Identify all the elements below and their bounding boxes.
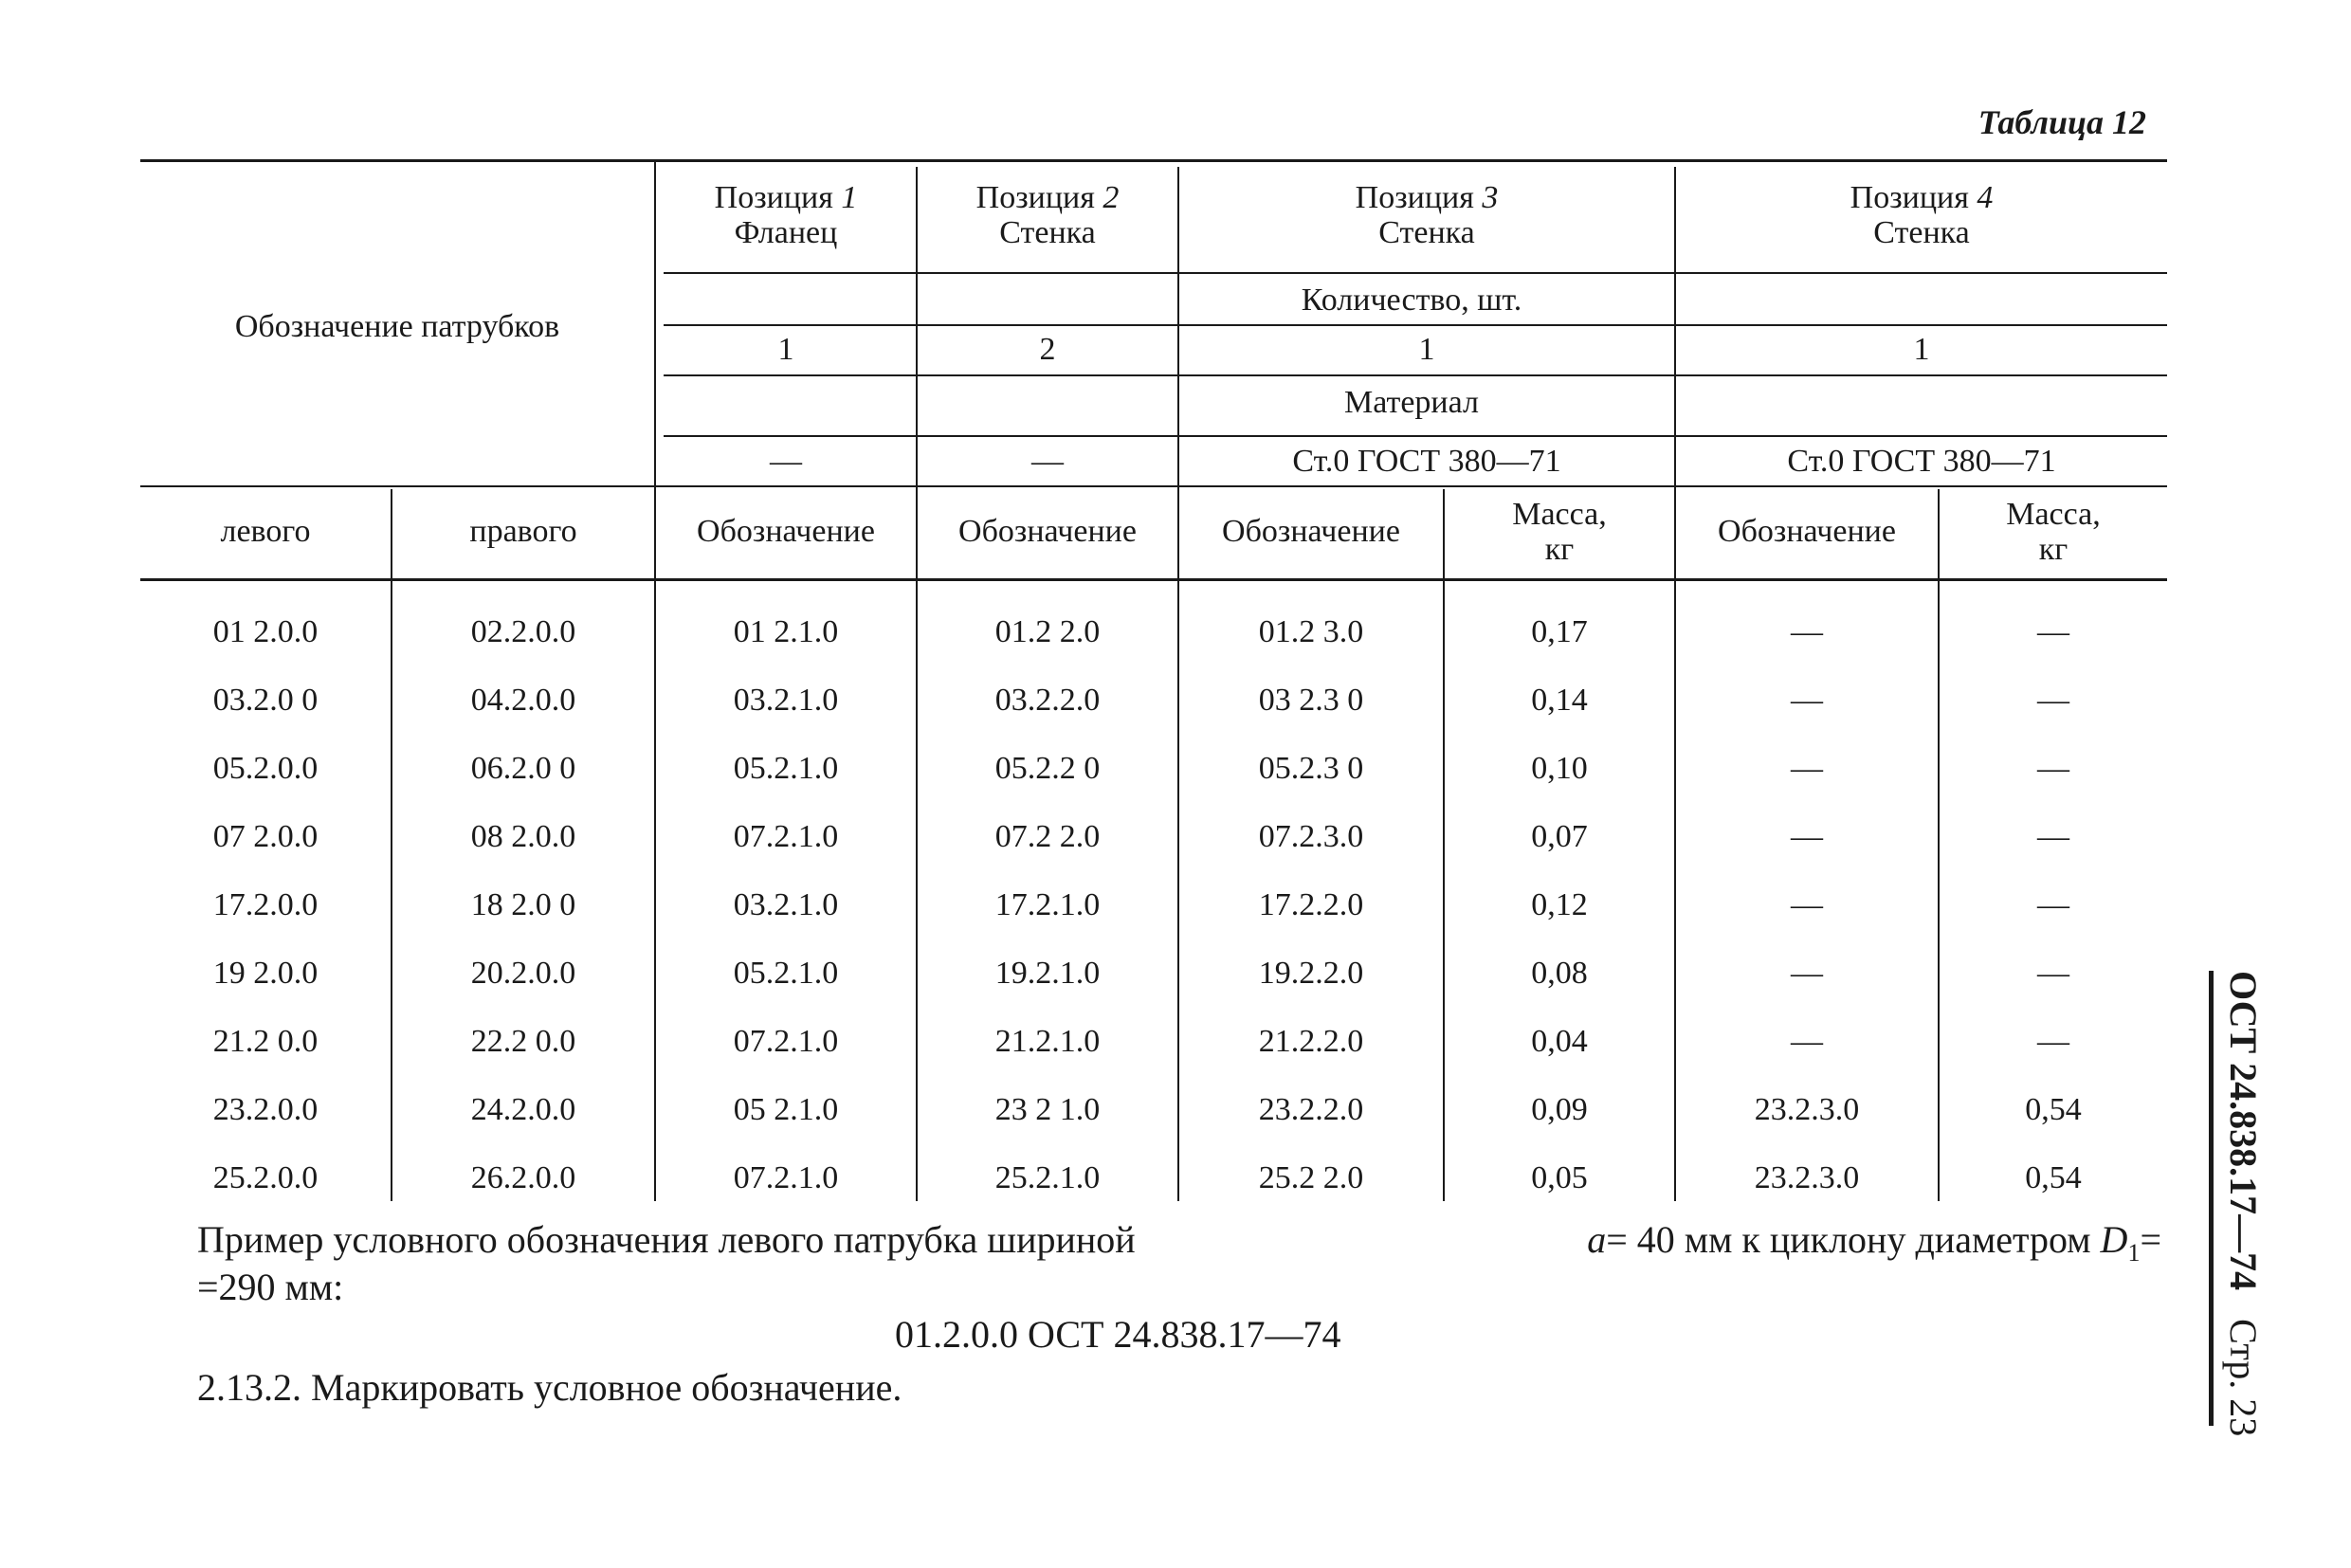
cell-pos2: 07.2 2.0: [994, 819, 1101, 854]
cell-mass4: 0,54: [2025, 1092, 2082, 1127]
cell-mass4: —: [2037, 887, 2069, 922]
quantity-pos-3: 1: [1418, 332, 1435, 367]
rule-material-bottom: [664, 435, 2167, 437]
cell-left: 07 2.0.0: [212, 819, 319, 854]
cell-pos2: 21.2.1.0: [994, 1024, 1101, 1059]
table-top-rule: [140, 159, 2167, 162]
cell-right: 06.2.0 0: [470, 751, 576, 786]
cell-left: 23.2.0.0: [212, 1092, 319, 1127]
clause-text: 2.13.2. Маркировать условное обозначение.: [197, 1366, 902, 1409]
cell-pos2: 03.2.2.0: [994, 683, 1101, 718]
header-position-1: Позиция 1 Фланец: [714, 180, 858, 250]
cell-left: 21.2 0.0: [212, 1024, 319, 1059]
cell-pos1: 05.2.1.0: [733, 751, 839, 786]
side-header: ОСТ 24.838.17—74 Стр. 23: [2222, 971, 2265, 1437]
material-pos-1: —: [770, 444, 802, 479]
cell-right: 08 2.0.0: [470, 819, 576, 854]
cell-left: 25.2.0.0: [212, 1160, 319, 1195]
header-mass-pos3: Масса, кг: [1512, 497, 1607, 567]
quantity-pos-4: 1: [1913, 332, 1930, 367]
cell-mass3: 0,05: [1531, 1160, 1588, 1195]
cell-mass4: —: [2037, 956, 2069, 991]
header-designation-pos4: Обозначение: [1718, 514, 1896, 549]
cell-pos4: —: [1791, 819, 1823, 854]
cell-pos3: 17.2.2.0: [1258, 887, 1364, 922]
cell-pos3: 25.2 2.0: [1258, 1160, 1364, 1195]
cell-pos3: 23.2.2.0: [1258, 1092, 1364, 1127]
cell-pos2: 01.2 2.0: [994, 614, 1101, 649]
designation-example: 01.2.0.0 ОСТ 24.838.17—74: [895, 1313, 1341, 1356]
cell-mass4: —: [2037, 819, 2069, 854]
rule-quantity-top: [664, 272, 2167, 274]
cell-pos2: 17.2.1.0: [994, 887, 1101, 922]
header-designation-pos3: Обозначение: [1222, 514, 1400, 549]
cell-right: 20.2.0.0: [470, 956, 576, 991]
header-designation: Обозначение патрубков: [234, 309, 560, 344]
cell-pos3: 19.2.2.0: [1258, 956, 1364, 991]
cell-pos4: —: [1791, 751, 1823, 786]
cell-right: 04.2.0.0: [470, 683, 576, 718]
cell-mass4: —: [2037, 683, 2069, 718]
header-designation-pos2: Обозначение: [958, 514, 1137, 549]
cell-pos3: 21.2.2.0: [1258, 1024, 1364, 1059]
cell-pos1: 03.2.1.0: [733, 887, 839, 922]
example-line-2: =290 мм:: [197, 1266, 344, 1308]
cell-right: 24.2.0.0: [470, 1092, 576, 1127]
cell-mass3: 0,14: [1531, 683, 1588, 718]
cell-pos2: 19.2.1.0: [994, 956, 1101, 991]
table-title: Таблица 12: [1977, 103, 2146, 141]
cell-mass3: 0,04: [1531, 1024, 1588, 1059]
header-material: Материал: [1344, 385, 1479, 420]
cell-pos4: —: [1791, 614, 1823, 649]
header-quantity: Количество, шт.: [1301, 283, 1522, 318]
cell-mass3: 0,08: [1531, 956, 1588, 991]
header-position-3: Позиция 3 Стенка: [1355, 180, 1499, 250]
cell-mass3: 0,10: [1531, 751, 1588, 786]
rule-material-top: [664, 374, 2167, 376]
cell-mass3: 0,09: [1531, 1092, 1588, 1127]
cell-pos3: 03 2.3 0: [1258, 683, 1364, 718]
cell-left: 17.2.0.0: [212, 887, 319, 922]
quantity-pos-2: 2: [1039, 332, 1056, 367]
cell-mass3: 0,12: [1531, 887, 1588, 922]
header-right: правого: [469, 514, 577, 549]
rule-subheader-top: [140, 485, 2167, 487]
cell-right: 26.2.0.0: [470, 1160, 576, 1195]
cell-pos1: 05.2.1.0: [733, 956, 839, 991]
cell-pos3: 01.2 3.0: [1258, 614, 1364, 649]
header-position-4: Позиция 4 Стенка: [1850, 180, 1994, 250]
material-pos-4: Ст.0 ГОСТ 380—71: [1787, 444, 2056, 479]
cell-pos3: 07.2.3.0: [1258, 819, 1364, 854]
cell-right: 18 2.0 0: [470, 887, 576, 922]
cell-left: 01 2.0.0: [212, 614, 319, 649]
cell-mass4: 0,54: [2025, 1160, 2082, 1195]
header-left: левого: [220, 514, 311, 549]
cell-right: 02.2.0.0: [470, 614, 576, 649]
cell-pos4: —: [1791, 1024, 1823, 1059]
cell-pos1: 05 2.1.0: [733, 1092, 839, 1127]
cell-mass4: —: [2037, 614, 2069, 649]
cell-right: 22.2 0.0: [470, 1024, 576, 1059]
cell-mass3: 0,17: [1531, 614, 1588, 649]
cell-pos3: 05.2.3 0: [1258, 751, 1364, 786]
cell-pos1: 03.2.1.0: [733, 683, 839, 718]
material-pos-2: —: [1031, 444, 1064, 479]
cell-pos4: —: [1791, 887, 1823, 922]
header-mass-pos4: Масса, кг: [2006, 497, 2101, 567]
cell-pos2: 05.2.2 0: [994, 751, 1101, 786]
cell-pos4: —: [1791, 683, 1823, 718]
side-rule: [2209, 971, 2214, 1426]
cell-left: 05.2.0.0: [212, 751, 319, 786]
material-pos-3: Ст.0 ГОСТ 380—71: [1292, 444, 1561, 479]
cell-pos4: —: [1791, 956, 1823, 991]
cell-pos2: 25.2.1.0: [994, 1160, 1101, 1195]
cell-mass4: —: [2037, 751, 2069, 786]
rule-quantity-bottom: [664, 324, 2167, 326]
quantity-pos-1: 1: [777, 332, 794, 367]
cell-mass4: —: [2037, 1024, 2069, 1059]
cell-left: 19 2.0.0: [212, 956, 319, 991]
cell-pos2: 23 2 1.0: [994, 1092, 1101, 1127]
cell-pos4: 23.2.3.0: [1754, 1092, 1860, 1127]
header-position-2: Позиция 2 Стенка: [975, 180, 1120, 250]
cell-pos4: 23.2.3.0: [1754, 1160, 1860, 1195]
cell-mass3: 0,07: [1531, 819, 1588, 854]
rule-header-bottom: [140, 578, 2167, 581]
cell-pos1: 07.2.1.0: [733, 1024, 839, 1059]
example-line-1: Пример условного обозначения левого патрубка шириной a= 40 мм к циклону диаметром $D_1=$: [197, 1218, 2161, 1267]
cell-left: 03.2.0 0: [212, 683, 319, 718]
cell-pos1: 01 2.1.0: [733, 614, 839, 649]
cell-pos1: 07.2.1.0: [733, 819, 839, 854]
header-designation-pos1: Обозначение: [697, 514, 875, 549]
cell-pos1: 07.2.1.0: [733, 1160, 839, 1195]
